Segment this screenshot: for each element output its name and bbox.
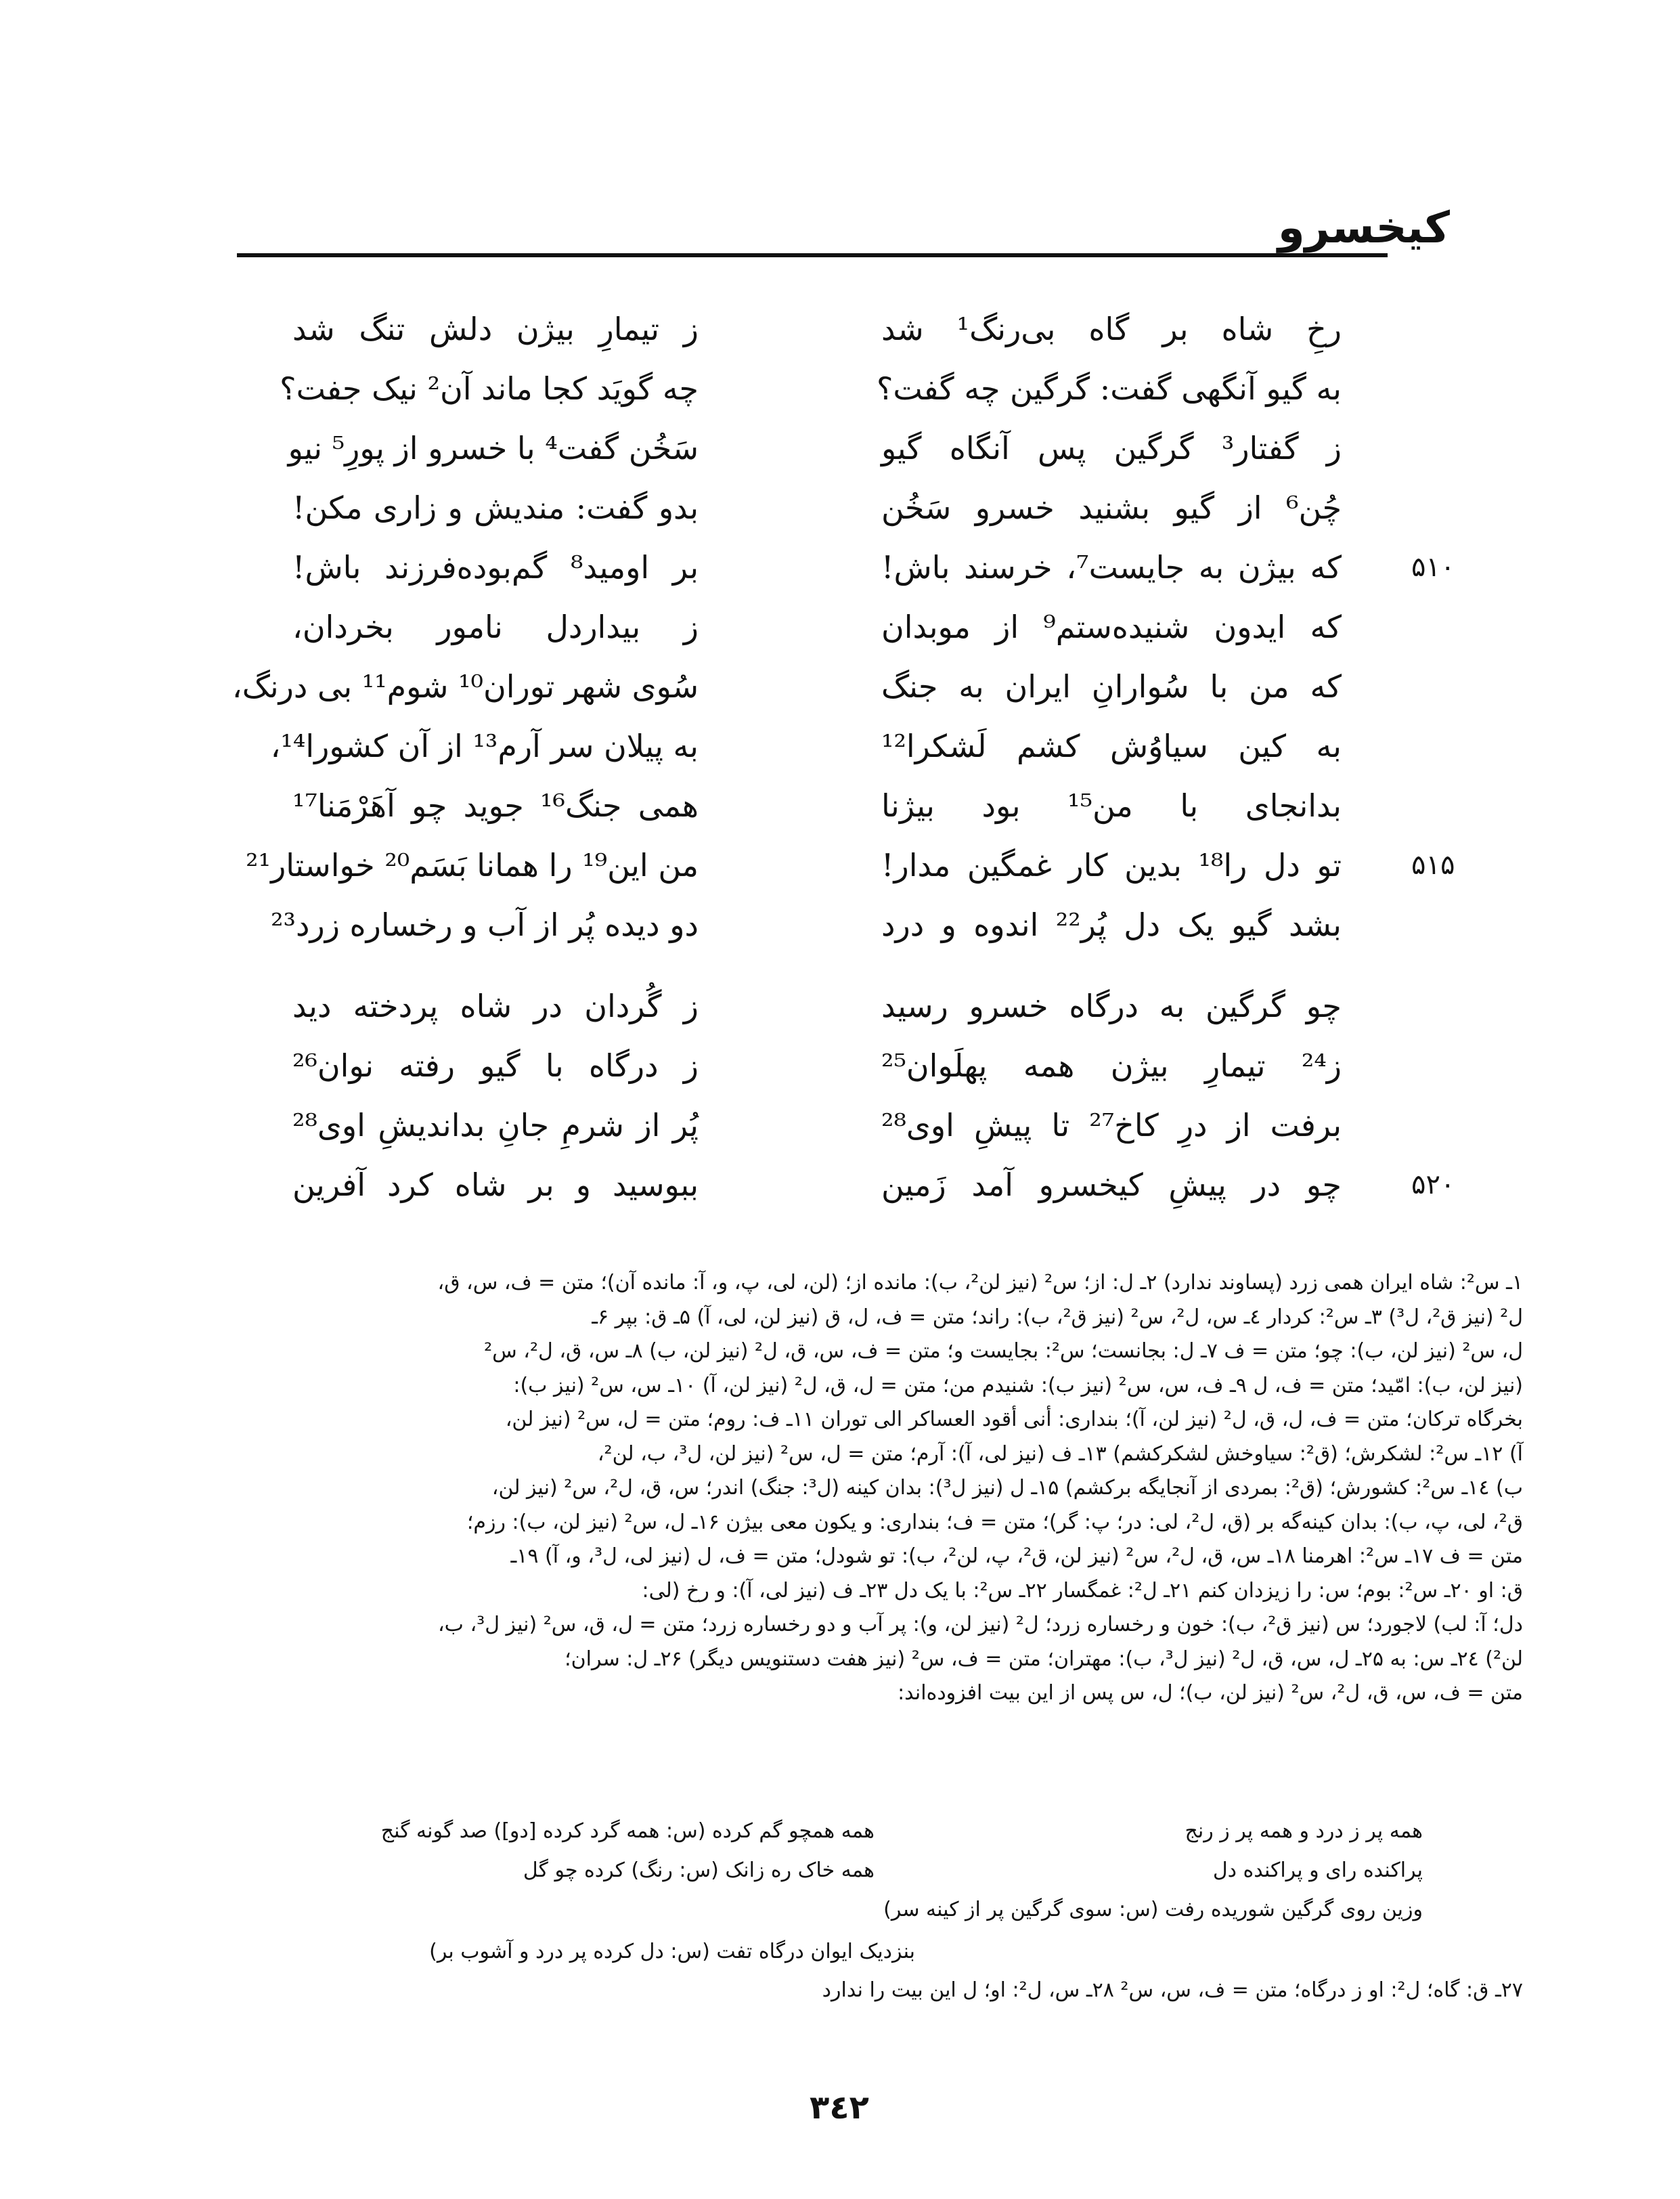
hemistich-first: که من با سُوارانِ ایران به جنگ xyxy=(881,668,1342,705)
hemistich-second: ز بیداردل نامور بخردان، xyxy=(292,609,699,645)
hemistich-first: چُن⁶ از گیو بشنید خسرو سَخُن xyxy=(881,489,1342,526)
hemistich-first: ز²⁴ تیمارِ بیژن همه پهلَوان²⁵ xyxy=(881,1047,1342,1084)
footnote-line: لن²) ۲٤ـ س: به ۲۵ـ ل، س، ق، ل² (نیز ل³، ب): مهتران؛ متن = ف، س² (نیز هفت دستنویس دیگر) ۲۶ـ ل: سران؛ xyxy=(565,1647,1523,1671)
footnote-line: ق: او ۲۰ـ س²: بوم؛ س: را زیزدان کنم ۲۱ـ ل²: غمگسار ۲۲ـ س²: با یک دل ۲۳ـ ف (نیز لی، آ): و رخ (لی: xyxy=(642,1578,1523,1603)
couplet xyxy=(0,536,1680,598)
hemistich-second: همی جنگ¹⁶ جوید چو آهَرْمَنا¹⁷ xyxy=(292,787,699,824)
couplet xyxy=(0,834,1680,896)
footnote-line: متن = ف ۱۷ـ س²: اهرمنا ۱۸ـ س، ق، ل²، س² (نیز لن، ق²، پ، لن²، ب): تو شودل؛ متن = ف، ل (نیز لی، ل³، و، آ) ۱۹ـ xyxy=(510,1544,1523,1568)
page-number: ۳٤۲ xyxy=(810,2089,869,2127)
couplet xyxy=(0,417,1680,479)
hemistich-second: بر اومید⁸ گم‌بوده‌فرزند باش! xyxy=(292,549,699,586)
footnote-line: آ) ۱۲ـ س²: لشکرش؛ (ق²: سیاوخش لشکرکشم) ۱۳ـ ف (نیز لی، آ): آرم؛ متن = ل، س² (نیز لن، ل³، ب، لن²، xyxy=(597,1441,1523,1466)
added-verse-second: همه همچو گم کرده (س: همه گرد کرده [دو]) صد گونه گنج xyxy=(380,1819,875,1843)
hemistich-second: به پیلان سر آرم¹³ از آن کشورا¹⁴، xyxy=(270,728,699,764)
hemistich-first: چو در پیشِ کیخسرو آمد زَمین xyxy=(881,1167,1342,1203)
verse-number: ۵۲۰ xyxy=(1411,1169,1455,1200)
running-title: کیخسرو xyxy=(1277,203,1450,253)
hemistich-first: تو دل را¹⁸ بدین کار غمگین مدار! xyxy=(881,847,1342,884)
couplet xyxy=(0,596,1680,658)
footnote-line: (نیز لن، ب): امّید؛ متن = ف، ل ۹ـ ف، س، س² (نیز ب): شنیدم من؛ متن = ل، ق، ل² (نیز لن، آ) ۱۰ـ س، س² (نیز ب): xyxy=(513,1373,1523,1397)
hemistich-first: رخِ شاه بر گاه بی‌رنگ¹ شد xyxy=(881,311,1342,347)
footnote-line: ۱ـ س²: شاه ایران همی زرد (پساوند ندارد) ۲ـ ل: از؛ س² (نیز لن²، ب): مانده از؛ (لن، لی، پ، و، آ: مانده آن)؛ متن = ف، س، ق، xyxy=(437,1271,1523,1294)
footnote-line: ۲۷ـ ق: گاه؛ ل²: او ز درگاه؛ متن = ف، س، س² ۲۸ـ س، ل²: او؛ ل این بیت را ندارد xyxy=(822,1978,1523,2002)
hemistich-second: ز تیمارِ بیژن دلش تنگ شد xyxy=(292,311,699,347)
footnote-line: متن = ف، س، ق، ل²، س² (نیز لن، ب)؛ ل، س پس از این بیت افزوده‌اند: xyxy=(898,1681,1523,1705)
header-rule xyxy=(237,253,1388,257)
added-verse-second: همه خاک ره زانک (س: رنگ) کرده چو گل xyxy=(523,1858,875,1882)
hemistich-second: پُر از شرمِ جانِ بداندیشِ اوی²⁸ xyxy=(292,1107,699,1144)
footnote-line: ب) ۱٤ـ س²: کشورش؛ (ق²: بمردی از آنجایگه برکشم) ۱۵ـ ل (نیز ل³): بدان کینه (ل³: جنگ) اندر؛ س، ق، ل²، س² (نیز لن، xyxy=(491,1476,1523,1500)
added-verse-line: وزین روی گرگین شوریده رفت (س: سوی گرگین پر از کینه سر) xyxy=(883,1898,1423,1921)
added-verse-first: همه پر ز درد و همه پر ز رنج xyxy=(1185,1819,1423,1843)
hemistich-second: من این¹⁹ را همانا بَسَم²⁰ خواستار²¹ xyxy=(246,847,699,884)
hemistich-first: برفت از درِ کاخ²⁷ تا پیشِ اوی²⁸ xyxy=(881,1107,1342,1144)
couplet xyxy=(0,1094,1680,1156)
added-verse-line: بنزدیک ایوان درگاه تفت (س: دل کرده پر درد و آشوب بر) xyxy=(429,1940,915,1963)
footnote-line: ق²، لی، پ، ب): بدان کینه‌گه بر (ق، ل²، لی: در؛ پ: گر)؛ متن = ف؛ بنداری: و یکون معی بیژن ۱۶ـ ل، س² (نیز لن، ب): رزم؛ xyxy=(466,1510,1523,1534)
hemistich-second: ز گُردان در شاه پردخته دید xyxy=(292,988,699,1024)
footnote-line: بخرگاه ترکان؛ متن = ف، ل، ق، ل² (نیز لن، آ)؛ بنداری: أنی أقود العساکر الی توران ۱۱ـ ف: روم؛ متن = ل، س² (نیز لن، xyxy=(505,1408,1523,1431)
added-verse-first: پراکنده رای و پراکنده دل xyxy=(1212,1858,1423,1882)
hemistich-first: بشد گیو یک دل پُر²² اندوه و درد xyxy=(881,907,1342,943)
hemistich-second: سَخُن گفت⁴ با خسرو از پورِ⁵ نیو xyxy=(288,430,699,466)
verse-number: ۵۱۰ xyxy=(1411,552,1455,583)
couplet xyxy=(0,477,1680,539)
hemistich-first: ز گفتار³ گرگین پس آنگاه گیو xyxy=(881,430,1342,466)
couplet xyxy=(0,357,1680,420)
couplet xyxy=(0,975,1680,1037)
footnote-line: ل، س² (نیز لن، ب): چو؛ متن = ف ۷ـ ل: بجانست؛ س²: بجایست و؛ متن = ف، س، ق، ل² (نیز لن، ب) ۸ـ س، ق، ل²، س² xyxy=(484,1339,1523,1363)
footnotes xyxy=(217,1266,1523,1711)
couplet xyxy=(0,715,1680,777)
hemistich-second: دو دیده پُر از آب و رخساره زرد²³ xyxy=(271,907,699,943)
hemistich-second: بدو گفت: مندیش و زاری مکن! xyxy=(292,489,699,526)
hemistich-first: که بیژن به جایست⁷، خرسند باش! xyxy=(881,549,1342,586)
hemistich-second: چه گویَد کجا ماند آن² نیک جفت؟ xyxy=(280,370,699,407)
couplet xyxy=(0,775,1680,837)
footnote-line: دل؛ آ: لب) لاجورد؛ س (نیز ق²، ب): خون و رخساره زرد؛ ل² (نیز لن، و): پر آب و دو رخساره زرد؛ متن = ل، ق، س² (نیز ل³، ب، xyxy=(438,1613,1523,1636)
hemistich-first: به کین سیاوُش کشم لَشکرا¹² xyxy=(881,728,1342,764)
couplet xyxy=(0,298,1680,360)
hemistich-first: بدانجای با من¹⁵ بود بیژنا xyxy=(881,787,1342,824)
hemistich-second: ببوسید و بر شاه کرد آفرین xyxy=(292,1167,699,1203)
hemistich-first: چو گرگین به درگاه خسرو رسید xyxy=(881,988,1342,1024)
hemistich-first: که ایدون شنیده‌ستم⁹ از موبدان xyxy=(881,609,1342,645)
hemistich-second: سُوی شهر توران¹⁰ شوم¹¹ بی درنگ، xyxy=(231,668,699,705)
couplet xyxy=(0,1035,1680,1097)
verse-number: ۵۱۵ xyxy=(1411,850,1455,881)
footnote-line: ل² (نیز ق²، ل³) ۳ـ س²: کردار ٤ـ س، ل²، س² (نیز ق²، ب): راند؛ متن = ف، ل، ق (نیز لن، لی، آ) ۵ـ ق: بپر ۶ـ xyxy=(592,1305,1523,1329)
couplet xyxy=(0,655,1680,718)
couplet xyxy=(0,894,1680,956)
hemistich-second: ز درگاه با گیو رفته نوان²⁶ xyxy=(292,1047,699,1084)
hemistich-first: به گیو آنگهی گفت: گرگین چه گفت؟ xyxy=(876,370,1342,407)
couplet xyxy=(0,1154,1680,1216)
